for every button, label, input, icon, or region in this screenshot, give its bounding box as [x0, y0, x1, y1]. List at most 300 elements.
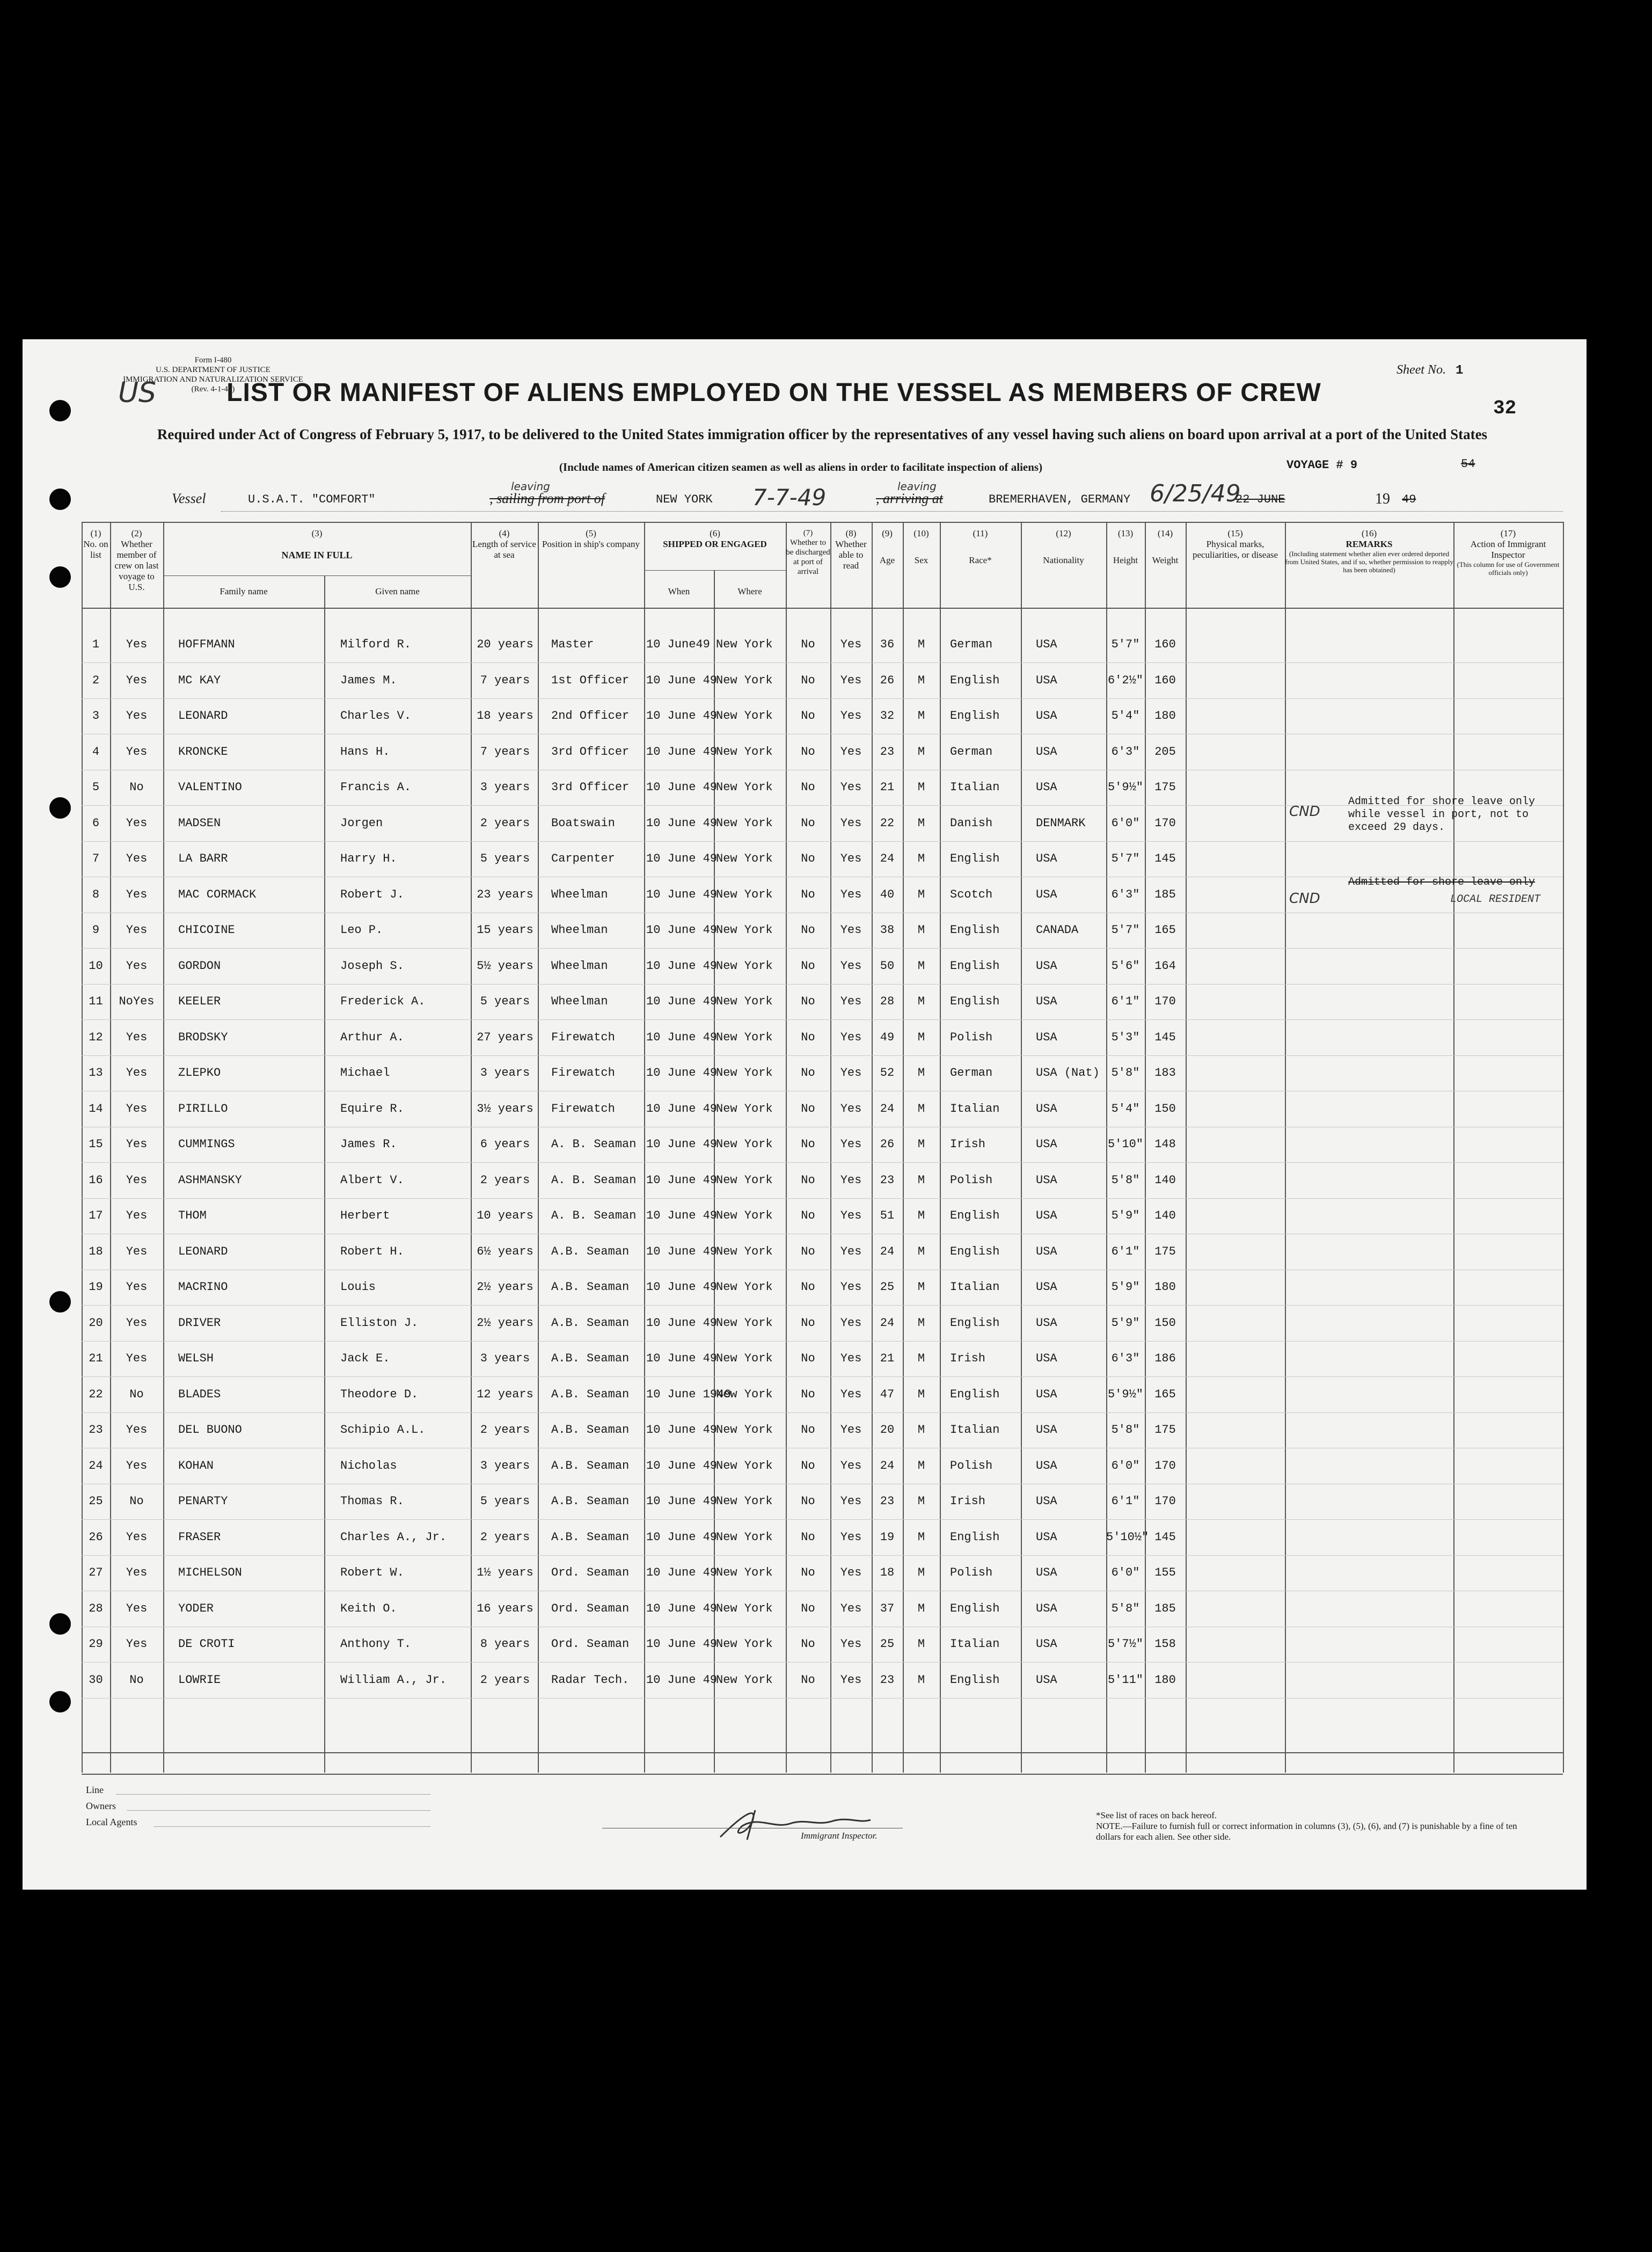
cell-where: New York [716, 816, 773, 830]
cell-where: New York [716, 1459, 773, 1473]
cell-position: 2nd Officer [551, 709, 630, 723]
cell-prev-voyage: No [129, 1495, 144, 1508]
cell-position: A. B. Seaman [551, 1173, 637, 1187]
cell-position: A. B. Seaman [551, 1209, 637, 1222]
cell-age: 26 [880, 673, 895, 687]
cell-given-name: Nicholas [340, 1459, 397, 1473]
cell-age: 23 [880, 1673, 895, 1687]
cell-race: English [950, 1601, 1000, 1615]
cell-sex: M [917, 1530, 925, 1544]
cell-family-name: KRONCKE [178, 745, 228, 759]
cell-nationality: USA [1036, 1387, 1057, 1401]
cell-when: 10 June 49 [646, 709, 718, 723]
cell-when: 10 June 49 [646, 1102, 718, 1116]
cell-service: 18 years [477, 709, 533, 723]
cell-race: Italian [950, 781, 1000, 794]
cell-read: Yes [840, 816, 862, 830]
cell-discharged: No [801, 1459, 815, 1473]
cell-where: New York [716, 1209, 773, 1222]
col-divider [1021, 522, 1022, 1773]
cell-where: New York [716, 1387, 773, 1401]
cell-weight: 150 [1154, 1102, 1176, 1116]
cell-no: 9 [92, 923, 100, 937]
cell-weight: 165 [1154, 923, 1176, 937]
cell-nationality: USA [1036, 1495, 1057, 1508]
cell-where: New York [716, 1601, 773, 1615]
cell-height: 6'3" [1111, 745, 1140, 759]
sailing-label: , sailing from port of [489, 491, 605, 506]
binder-hole [49, 1613, 71, 1635]
cell-read: Yes [840, 1030, 862, 1044]
cell-given-name: James R. [340, 1138, 397, 1151]
cell-when: 10 June 49 [646, 1030, 718, 1044]
cell-weight: 170 [1154, 1459, 1176, 1473]
footer-owners-rule [127, 1810, 430, 1811]
cell-nationality: USA [1036, 709, 1057, 723]
cell-age: 24 [880, 852, 895, 865]
cell-nationality: USA [1036, 1138, 1057, 1151]
cell-prev-voyage: Yes [126, 1030, 148, 1044]
footer-line-label: Line [86, 1784, 104, 1795]
header-age: (9) Age [879, 528, 895, 565]
form-identifier: Form I-480 U.S. DEPARTMENT OF JUSTICE IMMIGRATION AND NATURALIZATION SERVICE (Rev. 4-1-45) [123, 356, 303, 393]
row-rule [82, 1519, 1563, 1520]
cell-age: 23 [880, 745, 895, 759]
table-bottom-border [82, 1752, 1563, 1753]
cell-nationality: USA [1036, 852, 1057, 865]
cell-read: Yes [840, 1387, 862, 1401]
cell-discharged: No [801, 1352, 815, 1365]
cell-height: 5'4" [1111, 709, 1140, 723]
cell-service: 3 years [480, 1352, 530, 1365]
cell-age: 47 [880, 1387, 895, 1401]
cell-family-name: LA BARR [178, 852, 228, 865]
cell-family-name: THOM [178, 1209, 207, 1222]
cell-service: 7 years [480, 673, 530, 687]
binder-hole [49, 489, 71, 510]
cell-height: 5'7" [1111, 638, 1140, 651]
cell-sex: M [917, 1280, 925, 1294]
cell-no: 11 [89, 995, 103, 1008]
cell-read: Yes [840, 1102, 862, 1116]
cell-height: 5'4" [1111, 1102, 1140, 1116]
cell-where: New York [716, 852, 773, 865]
cell-where: New York [716, 1637, 773, 1651]
cell-prev-voyage: Yes [126, 923, 148, 937]
cell-sex: M [917, 1601, 925, 1615]
cell-where: New York [716, 887, 773, 901]
header-family-name: Family name [220, 586, 268, 596]
cell-age: 21 [880, 1352, 895, 1365]
cell-height: 5'9" [1111, 1316, 1140, 1330]
cell-discharged: No [801, 1030, 815, 1044]
cell-height: 5'7½" [1107, 1637, 1143, 1651]
sailing-port: NEW YORK [656, 493, 713, 506]
cell-prev-voyage: Yes [126, 1352, 148, 1365]
col-divider [1285, 522, 1286, 1773]
margin-mark: US [118, 377, 157, 409]
cell-weight: 150 [1154, 1316, 1176, 1330]
cell-height: 5'10½" [1106, 1530, 1149, 1544]
cell-when: 10 June 49 [646, 673, 718, 687]
cell-age: 51 [880, 1209, 895, 1222]
cell-family-name: LEONARD [178, 1244, 228, 1258]
cell-age: 25 [880, 1637, 895, 1651]
cell-when: 10 June 49 [646, 1530, 718, 1544]
header-discharged: (7) Whether to be discharged at port of arrival [786, 529, 830, 576]
row-rule [82, 698, 1563, 699]
cell-sex: M [917, 1352, 925, 1365]
cell-nationality: USA [1036, 1352, 1057, 1365]
cell-when: 10 June 49 [646, 1244, 718, 1258]
cell-sex: M [917, 638, 925, 651]
row-rule [82, 1341, 1563, 1342]
cell-weight: 140 [1154, 1209, 1176, 1222]
header-where: Where [737, 586, 762, 596]
cell-where: New York [716, 1530, 773, 1544]
cell-nationality: USA [1036, 781, 1057, 794]
cell-given-name: Louis [340, 1280, 376, 1294]
cell-age: 28 [880, 995, 895, 1008]
footer-line-rule [116, 1794, 430, 1795]
cell-where: New York [716, 1102, 773, 1116]
cell-position: A.B. Seaman [551, 1244, 630, 1258]
cell-position: 3rd Officer [551, 745, 630, 759]
cell-height: 6'3" [1111, 887, 1140, 901]
remark-row9: CND [1289, 891, 1320, 907]
header-physical-marks: (15) Physical marks, peculiarities, or disease [1192, 528, 1278, 560]
cell-family-name: LOWRIE [178, 1673, 221, 1687]
cell-discharged: No [801, 959, 815, 973]
cell-age: 24 [880, 1459, 895, 1473]
cell-when: 10 June 49 [646, 781, 718, 794]
cell-sex: M [917, 1423, 925, 1437]
cell-weight: 175 [1154, 781, 1176, 794]
cell-race: Italian [950, 1637, 1000, 1651]
cell-age: 20 [880, 1423, 895, 1437]
cell-where: New York [716, 1566, 773, 1579]
cell-sex: M [917, 959, 925, 973]
cell-no: 3 [92, 709, 100, 723]
cell-discharged: No [801, 1102, 815, 1116]
cell-weight: 170 [1154, 1495, 1176, 1508]
cell-position: Radar Tech. [551, 1673, 630, 1687]
cell-nationality: USA [1036, 638, 1057, 651]
cell-discharged: No [801, 1173, 815, 1187]
cell-read: Yes [840, 709, 862, 723]
cell-nationality: USA [1036, 1280, 1057, 1294]
cell-when: 10 June 49 [646, 1173, 718, 1187]
cell-height: 5'7" [1111, 923, 1140, 937]
cell-prev-voyage: Yes [126, 745, 148, 759]
vessel-line-rule [221, 511, 1563, 512]
cell-family-name: BLADES [178, 1387, 221, 1401]
cell-given-name: Albert V. [340, 1173, 404, 1187]
cell-family-name: MADSEN [178, 816, 221, 830]
cell-where: New York [716, 1066, 773, 1080]
cell-where: New York [716, 1138, 773, 1151]
row-rule [82, 1555, 1563, 1556]
footer-agents-label: Local Agents [86, 1817, 137, 1827]
cell-race: English [950, 852, 1000, 865]
cell-position: 1st Officer [551, 673, 630, 687]
cell-discharged: No [801, 1673, 815, 1687]
subtitle: Required under Act of Congress of February 5, 1917, to be delivered to the United States immigration officer by the representatives of any vessel having such aliens on board upon arrival at a port of the United States [157, 426, 1488, 442]
header-position: (5) Position in ship's company [542, 528, 640, 549]
cell-prev-voyage: Yes [126, 959, 148, 973]
header-no: (1) No. on list [83, 528, 108, 560]
header-height: (13) Height [1113, 528, 1138, 565]
cell-prev-voyage: Yes [126, 1173, 148, 1187]
cell-nationality: USA [1036, 959, 1057, 973]
cell-age: 18 [880, 1566, 895, 1579]
cell-when: 10 June 49 [646, 852, 718, 865]
cell-given-name: Robert W. [340, 1566, 404, 1579]
cell-nationality: USA [1036, 1209, 1057, 1222]
cell-discharged: No [801, 1066, 815, 1080]
cell-height: 5'7" [1111, 852, 1140, 865]
cell-nationality: USA [1036, 995, 1057, 1008]
cell-weight: 205 [1154, 745, 1176, 759]
cell-service: 5½ years [477, 959, 533, 973]
cell-service: 5 years [480, 995, 530, 1008]
cell-weight: 160 [1154, 638, 1176, 651]
cell-service: 3½ years [477, 1102, 533, 1116]
cell-nationality: DENMARK [1036, 816, 1086, 830]
binder-hole [49, 1291, 71, 1313]
cell-weight: 175 [1154, 1244, 1176, 1258]
cell-position: Carpenter [551, 852, 615, 865]
cell-given-name: Schipio A.L. [340, 1423, 426, 1437]
cell-where: New York [716, 673, 773, 687]
cell-nationality: USA [1036, 1530, 1057, 1544]
cell-read: Yes [840, 1495, 862, 1508]
cell-race: English [950, 959, 1000, 973]
cell-sex: M [917, 995, 925, 1008]
cell-sex: M [917, 1173, 925, 1187]
cell-weight: 164 [1154, 959, 1176, 973]
cell-sex: M [917, 1102, 925, 1116]
cell-age: 22 [880, 816, 895, 830]
cell-read: Yes [840, 745, 862, 759]
cell-no: 8 [92, 887, 100, 901]
cell-where: New York [716, 1280, 773, 1294]
header-name: (3) NAME IN FULL [281, 528, 353, 560]
cell-age: 49 [880, 1030, 895, 1044]
cell-family-name: KEELER [178, 995, 221, 1008]
footer-agents-rule [154, 1826, 430, 1827]
cell-family-name: PIRILLO [178, 1102, 228, 1116]
cell-position: A.B. Seaman [551, 1387, 630, 1401]
cell-read: Yes [840, 673, 862, 687]
header-bottom-border [82, 608, 1563, 609]
cell-when: 10 June 49 [646, 1423, 718, 1437]
row-rule [82, 1376, 1563, 1377]
cell-position: A.B. Seaman [551, 1316, 630, 1330]
cell-race: Irish [950, 1352, 986, 1365]
cell-family-name: PENARTY [178, 1495, 228, 1508]
cell-no: 4 [92, 745, 100, 759]
cell-service: 2 years [480, 1423, 530, 1437]
sailing-date: 7-7-49 [752, 484, 827, 511]
signature-label: Immigrant Inspector. [801, 1831, 878, 1841]
cell-when: 10 June 49 [646, 1673, 718, 1687]
cell-no: 23 [89, 1423, 103, 1437]
cell-where: New York [716, 1352, 773, 1365]
cell-prev-voyage: Yes [126, 1637, 148, 1651]
row-rule [82, 1055, 1563, 1056]
cell-weight: 165 [1154, 1387, 1176, 1401]
cell-prev-voyage: Yes [126, 1102, 148, 1116]
cell-sex: M [917, 1209, 925, 1222]
cell-prev-voyage: No [129, 1387, 144, 1401]
cell-race: English [950, 673, 1000, 687]
cell-height: 6'1" [1111, 1495, 1140, 1508]
cell-age: 25 [880, 1280, 895, 1294]
col-divider [644, 522, 645, 1773]
cell-given-name: Jack E. [340, 1352, 390, 1365]
cell-nationality: USA [1036, 1566, 1057, 1579]
cell-height: 5'11" [1107, 1673, 1143, 1687]
cell-family-name: MAC CORMACK [178, 887, 257, 901]
cell-read: Yes [840, 852, 862, 865]
cell-service: 5 years [480, 1495, 530, 1508]
cell-read: Yes [840, 1601, 862, 1615]
cell-race: German [950, 745, 993, 759]
cell-prev-voyage: Yes [126, 816, 148, 830]
cell-weight: 145 [1154, 1530, 1176, 1544]
arriving-date: 6/25/49 [1150, 480, 1241, 507]
page-title: LIST OR MANIFEST OF ALIENS EMPLOYED ON THE VESSEL AS MEMBERS OF CREW [226, 378, 1321, 407]
cell-family-name: MACRINO [178, 1280, 228, 1294]
cell-given-name: Theodore D. [340, 1387, 419, 1401]
cell-weight: 180 [1154, 1280, 1176, 1294]
cell-no: 10 [89, 959, 103, 973]
cell-family-name: DRIVER [178, 1316, 221, 1330]
cell-where: New York [716, 1423, 773, 1437]
cell-discharged: No [801, 816, 815, 830]
row-rule [82, 1019, 1563, 1020]
cell-family-name: YODER [178, 1601, 214, 1615]
cell-given-name: Joseph S. [340, 959, 404, 973]
vessel-name: U.S.A.T. "COMFORT" [248, 493, 376, 506]
cell-race: English [950, 709, 1000, 723]
cell-discharged: No [801, 1244, 815, 1258]
cell-service: 12 years [477, 1387, 533, 1401]
cell-no: 17 [89, 1209, 103, 1222]
cell-given-name: Robert J. [340, 887, 404, 901]
header-shipped: (6) SHIPPED OR ENGAGED [663, 528, 767, 549]
cell-service: 20 years [477, 638, 533, 651]
cell-no: 7 [92, 852, 100, 865]
cell-service: 2½ years [477, 1280, 533, 1294]
cell-family-name: HOFFMANN [178, 638, 235, 651]
header-remarks: (16) REMARKS (Including statement whether alien ever ordered deported from United States, and if so, whether permission to reapply has been obtained) [1285, 528, 1453, 574]
col-divider [163, 522, 164, 1773]
cell-age: 32 [880, 709, 895, 723]
cell-where: New York [716, 1030, 773, 1044]
cell-age: 19 [880, 1530, 895, 1544]
cell-given-name: Francis A. [340, 781, 412, 794]
cell-race: German [950, 638, 993, 651]
cell-prev-voyage: Yes [126, 1530, 148, 1544]
cell-age: 36 [880, 638, 895, 651]
cell-height: 5'9½" [1107, 1387, 1143, 1401]
header-weight: (14) Weight [1152, 528, 1179, 565]
cell-nationality: USA [1036, 1102, 1057, 1116]
cell-when: 10 June 49 [646, 1209, 718, 1222]
cell-position: Ord. Seaman [551, 1566, 630, 1579]
cell-discharged: No [801, 1495, 815, 1508]
cell-height: 6'3" [1111, 1352, 1140, 1365]
cell-given-name: Jorgen [340, 816, 383, 830]
cell-weight: 180 [1154, 1673, 1176, 1687]
cell-read: Yes [840, 1280, 862, 1294]
cell-service: 16 years [477, 1601, 533, 1615]
cell-family-name: KOHAN [178, 1459, 214, 1473]
cell-prev-voyage: Yes [126, 1066, 148, 1080]
cell-where: New York [716, 781, 773, 794]
cell-no: 5 [92, 781, 100, 794]
cell-service: 2 years [480, 1530, 530, 1544]
year-suffix: 49 [1402, 493, 1416, 506]
cell-read: Yes [840, 638, 862, 651]
header-given-name: Given name [375, 586, 420, 596]
cell-service: 6½ years [477, 1244, 533, 1258]
cell-service: 2 years [480, 1673, 530, 1687]
cell-age: 24 [880, 1102, 895, 1116]
cell-given-name: Hans H. [340, 745, 390, 759]
cell-weight: 170 [1154, 816, 1176, 830]
row-rule [82, 1198, 1563, 1199]
cell-service: 23 years [477, 887, 533, 901]
cell-weight: 140 [1154, 1173, 1176, 1187]
cell-service: 6 years [480, 1138, 530, 1151]
cell-service: 27 years [477, 1030, 533, 1044]
cell-service: 3 years [480, 781, 530, 794]
table-footer-border [82, 1774, 1563, 1775]
cell-no: 1 [92, 638, 100, 651]
footer-note: *See list of races on back hereof. NOTE.—Failure to furnish full or correct information in columns (3), (5), (6), and (7) is punishable by a fine of ten dollars for each alien. See other side. [1096, 1810, 1517, 1842]
year-prefix: 19 [1375, 491, 1390, 507]
cell-given-name: Harry H. [340, 852, 397, 865]
cell-nationality: USA [1036, 1423, 1057, 1437]
cell-no: 26 [89, 1530, 103, 1544]
cell-no: 14 [89, 1102, 103, 1116]
cell-read: Yes [840, 1352, 862, 1365]
cell-nationality: USA [1036, 1459, 1057, 1473]
cell-no: 22 [89, 1387, 103, 1401]
cell-position: Ord. Seaman [551, 1637, 630, 1651]
cell-read: Yes [840, 1459, 862, 1473]
cell-height: 6'0" [1111, 1459, 1140, 1473]
cell-sex: M [917, 1387, 925, 1401]
cell-when: 10 June 49 [646, 1138, 718, 1151]
cell-family-name: ASHMANSKY [178, 1173, 242, 1187]
row-rule [82, 1162, 1563, 1163]
cell-no: 21 [89, 1352, 103, 1365]
table-top-border [82, 522, 1563, 523]
cell-age: 21 [880, 781, 895, 794]
cell-sex: M [917, 1244, 925, 1258]
cell-prev-voyage: Yes [126, 709, 148, 723]
cell-family-name: WELSH [178, 1352, 214, 1365]
cell-sex: M [917, 852, 925, 865]
cell-given-name: Charles V. [340, 709, 412, 723]
cell-race: Polish [950, 1030, 993, 1044]
cell-discharged: No [801, 1601, 815, 1615]
cell-weight: 158 [1154, 1637, 1176, 1651]
